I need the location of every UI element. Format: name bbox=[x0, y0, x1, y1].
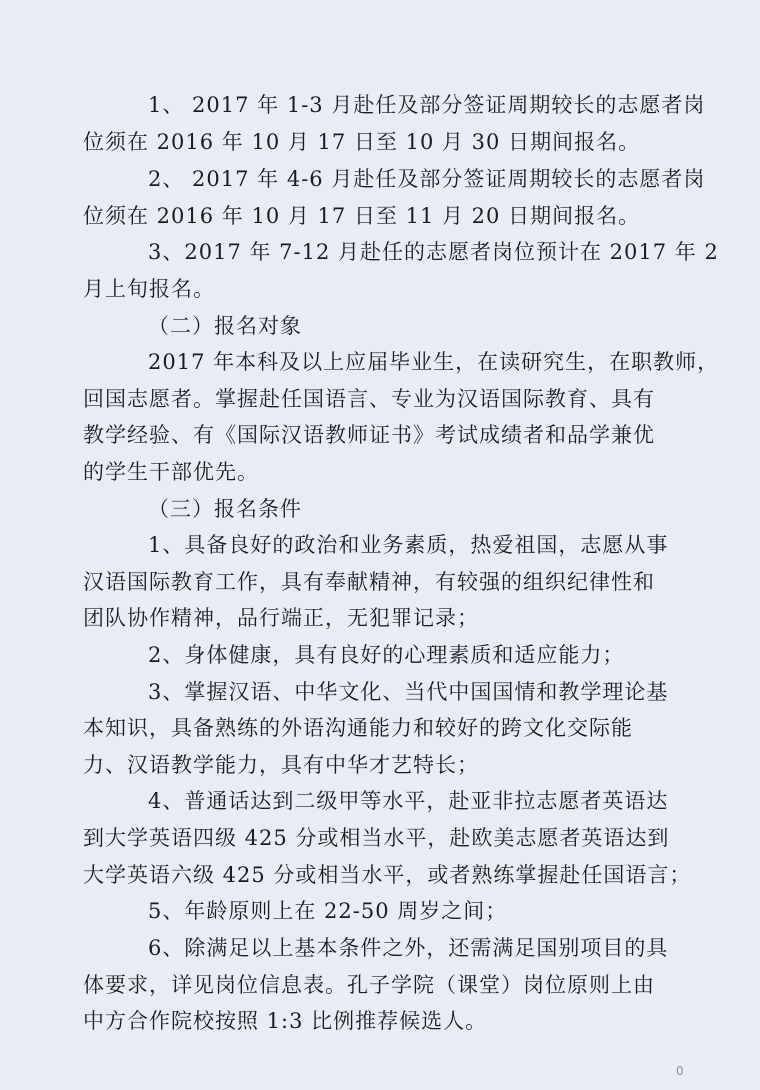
text-line: 3、2017 年 7-12 月赴任的志愿者岗位预计在 2017 年 2 bbox=[148, 240, 719, 264]
text-line: 汉语国际教育工作，具有奉献精神，有较强的组织纪律性和 bbox=[83, 570, 655, 594]
text-line: 团队协作精神，品行端正，无犯罪记录； bbox=[83, 606, 479, 630]
section-heading: （三）报名条件 bbox=[148, 497, 302, 521]
text-line: 2、身体健康，具有良好的心理素质和适应能力； bbox=[148, 643, 625, 667]
text-line: 3、掌握汉语、中华文化、当代中国国情和教学理论基 bbox=[148, 680, 669, 704]
text-line: 力、汉语教学能力，具有中华才艺特长； bbox=[83, 753, 479, 777]
text-line: 的学生干部优先。 bbox=[83, 460, 259, 484]
text-line: 位须在 2016 年 10 月 17 日至 10 月 30 日期间报名。 bbox=[83, 130, 641, 154]
text-line: 4、普通话达到二级甲等水平，赴亚非拉志愿者英语达 bbox=[148, 789, 669, 813]
text-line: 到大学英语四级 425 分或相当水平，赴欧美志愿者英语达到 bbox=[83, 826, 670, 850]
section-heading: （二）报名对象 bbox=[148, 314, 302, 338]
text-line: 中方合作院校按照 1:3 比例推荐候选人。 bbox=[83, 1009, 488, 1033]
text-line: 回国志愿者。掌握赴任国语言、专业为汉语国际教育、具有 bbox=[83, 387, 655, 411]
text-line: 大学英语六级 425 分或相当水平，或者熟练掌握赴任国语言； bbox=[83, 863, 692, 887]
text-line: 2、 2017 年 4-6 月赴任及部分签证周期较长的志愿者岗 bbox=[148, 167, 706, 191]
text-line: 6、除满足以上基本条件之外，还需满足国别项目的具 bbox=[148, 936, 669, 960]
text-line: 5、年龄原则上在 22-50 周岁之间； bbox=[148, 899, 508, 923]
text-line: 位须在 2016 年 10 月 17 日至 11 月 20 日期间报名。 bbox=[83, 204, 641, 228]
text-line: 2017 年本科及以上应届毕业生，在读研究生，在职教师， bbox=[148, 350, 720, 374]
page-mark: 0 bbox=[676, 1064, 684, 1078]
text-line: 本知识，具备熟练的外语沟通能力和较好的跨文化交际能 bbox=[83, 716, 633, 740]
text-line: 1、具备良好的政治和业务素质，热爱祖国，志愿从事 bbox=[148, 533, 669, 557]
text-line: 体要求，详见岗位信息表。孔子学院（课堂）岗位原则上由 bbox=[83, 973, 655, 997]
text-line: 教学经验、有《国际汉语教师证书》考试成绩者和品学兼优 bbox=[83, 423, 655, 447]
text-line: 月上旬报名。 bbox=[83, 277, 215, 301]
text-line: 1、 2017 年 1-3 月赴任及部分签证周期较长的志愿者岗 bbox=[148, 93, 706, 117]
